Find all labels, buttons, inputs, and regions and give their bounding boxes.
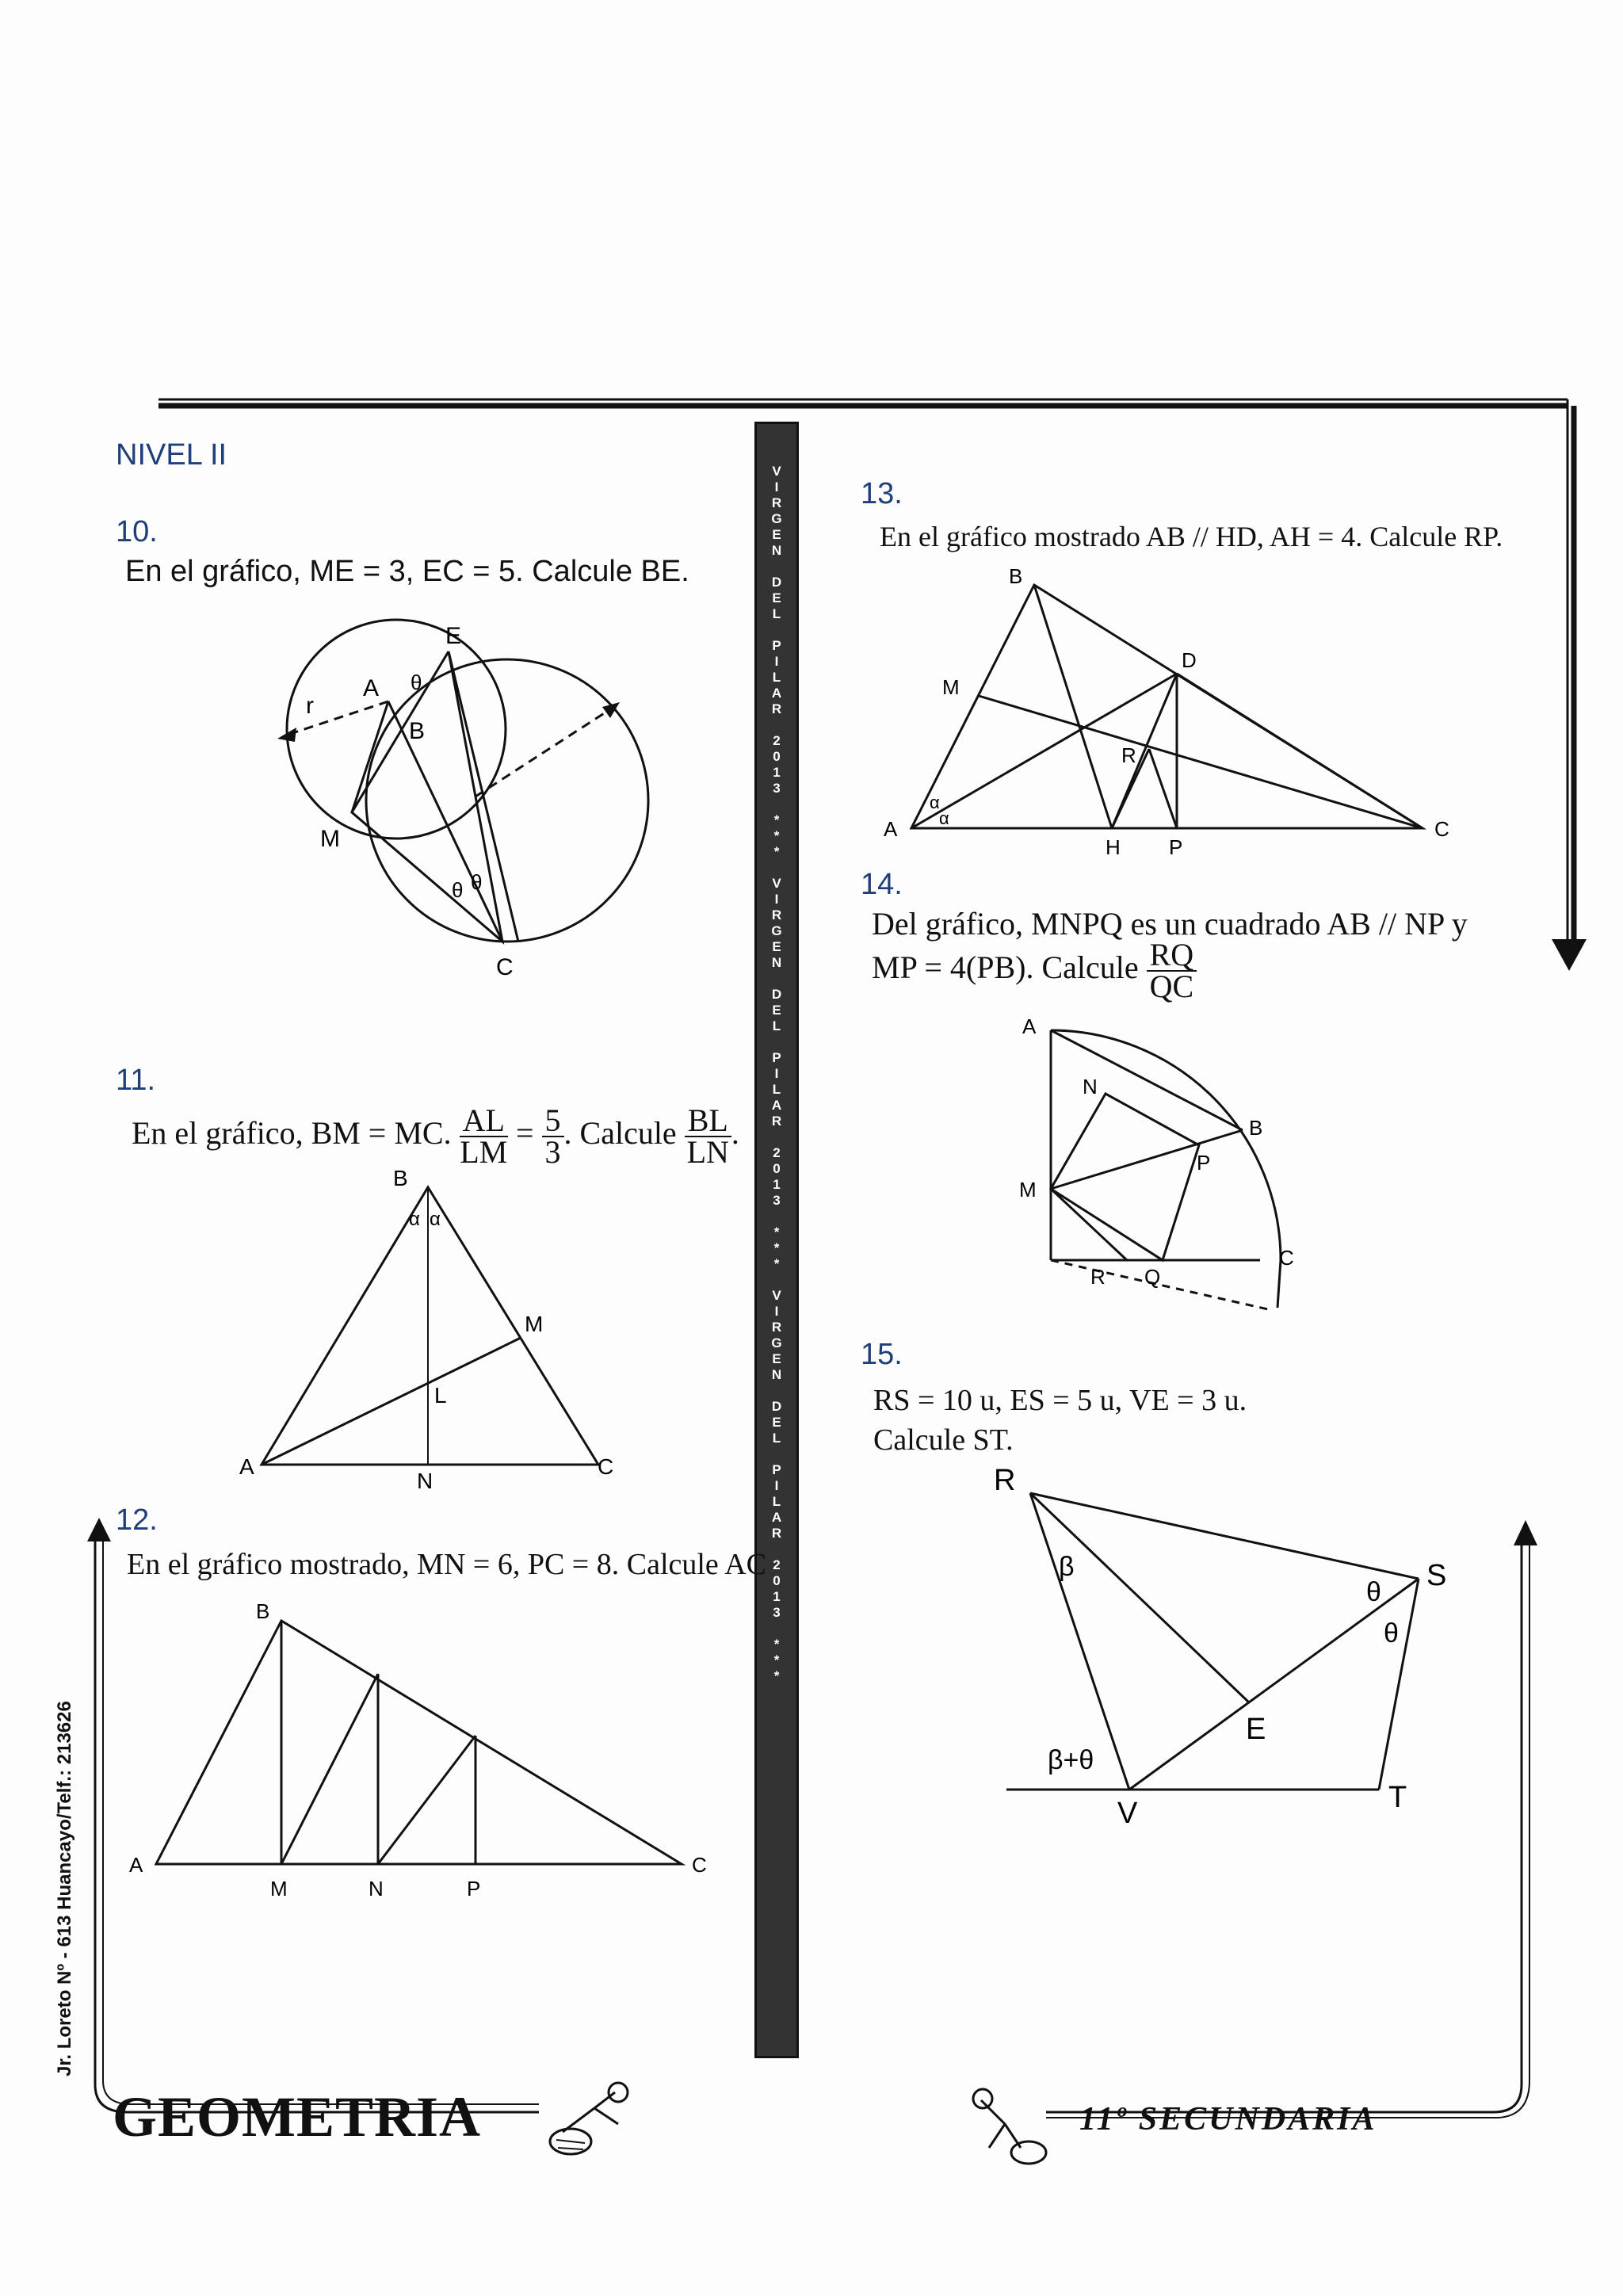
strip-char: E: [772, 527, 781, 542]
section-title: NIVEL II: [116, 438, 227, 472]
strip-char: I: [774, 479, 779, 495]
problem-12-number: 12.: [116, 1503, 158, 1537]
strip-char: L: [772, 1494, 781, 1509]
problem-14-text-line2: MP = 4(PB). Calcule $\frac{RQ}{QC}$: [872, 940, 1197, 1002]
strip-char: E: [772, 1351, 781, 1366]
strip-char: 1: [773, 765, 781, 780]
strip-char: 1: [773, 1589, 781, 1604]
strip-text: [757, 424, 796, 1684]
strip-char: 3: [773, 1605, 781, 1620]
p14-frac: $\frac{RQ}{QC}$: [1147, 940, 1197, 1002]
strip-char: I: [774, 654, 779, 669]
strip-char: R: [771, 907, 782, 923]
p11-label-alpha2: α: [430, 1209, 441, 1230]
strip-char: A: [771, 1098, 782, 1113]
p11-label-A: A: [239, 1454, 254, 1479]
strip-char: A: [771, 1510, 782, 1525]
strip-char: I: [774, 1478, 779, 1493]
strip-char: *: [773, 1668, 780, 1683]
problem-10-number: 10.: [116, 515, 158, 548]
strip-char: [757, 1209, 796, 1224]
p13-label-H: H: [1106, 835, 1121, 859]
strip-char: [757, 1272, 796, 1288]
p10-label-E: E: [445, 623, 462, 649]
strip-char: E: [772, 1415, 781, 1430]
strip-char: *: [773, 1240, 780, 1255]
p14-label-Q: Q: [1144, 1265, 1161, 1289]
strip-char: I: [774, 892, 779, 907]
strip-char: *: [773, 828, 780, 843]
strip-char: N: [771, 955, 782, 970]
p14-label-B: B: [1249, 1116, 1263, 1140]
strip-char: D: [771, 1399, 782, 1414]
strip-char: *: [773, 844, 780, 859]
strip-char: V: [772, 1288, 781, 1303]
strip-char: P: [772, 1050, 781, 1065]
strip-char: 0: [773, 1573, 781, 1588]
p10-label-r: r: [306, 693, 314, 719]
center-strip: [754, 422, 799, 2058]
strip-char: V: [772, 876, 781, 891]
problem-11-text: En el gráfico, BM = MC. $\frac{AL}{LM}$ = $\frac{5}{3}$ . Calcule $\frac{BL}{LN}$ .: [132, 1102, 739, 1170]
strip-char: *: [773, 1652, 780, 1668]
strip-char: V: [772, 464, 781, 479]
strip-char: 1: [773, 1177, 781, 1192]
p10-label-theta2: θ: [452, 878, 464, 902]
strip-char: [757, 622, 796, 638]
problem-13-figure: [876, 563, 1478, 864]
problem-13-text: En el gráfico mostrado AB // HD, AH = 4. Calcule RP.: [880, 521, 1503, 552]
strip-char: *: [773, 1637, 780, 1652]
strip-char: [757, 1446, 796, 1462]
p10-label-theta1: θ: [411, 670, 422, 694]
problem-15-number: 15.: [861, 1338, 903, 1371]
problem-14-number: 14.: [861, 868, 903, 901]
strip-char: 2: [773, 733, 781, 748]
mascot-left-icon: [539, 2076, 650, 2164]
problem-13-number: 13.: [861, 477, 903, 510]
strip-char: [757, 1383, 796, 1399]
p15-label-beta: β: [1059, 1552, 1075, 1582]
problem-10-figure: [254, 610, 697, 991]
p14-label-P: P: [1197, 1151, 1211, 1175]
problem-15-figure: [991, 1458, 1490, 1823]
strip-char: [757, 860, 796, 876]
p11-frac1: $\frac{AL}{LM}$: [460, 1102, 508, 1170]
strip-char: *: [773, 1256, 780, 1271]
strip-char: L: [772, 606, 781, 621]
strip-char: L: [772, 1082, 781, 1097]
p15-label-beta-theta: β+θ: [1048, 1745, 1094, 1775]
p10-label-B: B: [409, 718, 426, 744]
problem-11-figure: [230, 1165, 658, 1498]
p11-text-a: En el gráfico, BM = MC.: [132, 1115, 452, 1152]
p14-label-M: M: [1019, 1178, 1037, 1201]
p14-label-N: N: [1083, 1075, 1098, 1098]
strip-char: A: [771, 686, 782, 701]
problem-14-text-line1: Del gráfico, MNPQ es un cuadrado AB // NP y: [872, 906, 1468, 942]
p15-label-R: R: [994, 1464, 1016, 1497]
p15-label-S: S: [1426, 1559, 1447, 1592]
problem-15-text-line2: Calcule ST.: [873, 1423, 1014, 1457]
strip-char: G: [771, 1335, 782, 1350]
strip-char: [757, 971, 796, 987]
strip-char: E: [772, 939, 781, 954]
p15-label-E: E: [1246, 1713, 1266, 1746]
strip-char: [757, 1621, 796, 1637]
strip-char: [757, 717, 796, 733]
strip-char: G: [771, 511, 782, 526]
problem-15-text-line1: RS = 10 u, ES = 5 u, VE = 3 u.: [873, 1384, 1247, 1417]
p10-label-A: A: [363, 675, 380, 701]
strip-char: P: [772, 638, 781, 653]
p11-label-L: L: [434, 1383, 447, 1408]
p12-label-A: A: [129, 1853, 143, 1877]
p13-label-R: R: [1121, 743, 1136, 767]
strip-char: [757, 1034, 796, 1050]
strip-char: 0: [773, 749, 781, 764]
p14-label-A: A: [1022, 1014, 1037, 1038]
strip-char: L: [772, 1018, 781, 1033]
strip-char: [757, 559, 796, 575]
problem-10-text: En el gráfico, ME = 3, EC = 5. Calcule BE.: [125, 555, 689, 588]
p12-label-N: N: [369, 1877, 384, 1901]
p11-label-alpha1: α: [409, 1209, 420, 1230]
footer-logo: GEOMETRIA: [113, 2085, 482, 2149]
strip-char: L: [772, 670, 781, 685]
strip-char: 2: [773, 1145, 781, 1160]
strip-char: 3: [773, 781, 781, 796]
p11-label-B: B: [393, 1166, 408, 1190]
strip-char: I: [774, 1066, 779, 1081]
p12-label-P: P: [467, 1877, 481, 1901]
p15-label-theta2: θ: [1384, 1618, 1399, 1648]
strip-char: R: [771, 701, 782, 716]
strip-char: E: [772, 590, 781, 606]
p13-label-A: A: [884, 817, 898, 841]
p12-label-M: M: [270, 1877, 288, 1901]
p13-label-B: B: [1009, 564, 1023, 588]
strip-char: D: [771, 987, 782, 1002]
strip-char: N: [771, 543, 782, 558]
problem-12-text: En el gráfico mostrado, MN = 6, PC = 8. Calcule AC: [127, 1548, 766, 1581]
side-address: Jr. Loreto Nº - 613 Huancayo/Telf.: 213626: [54, 1701, 75, 2076]
problem-14-figure: [1006, 1014, 1339, 1331]
strip-char: 3: [773, 1193, 781, 1208]
strip-char: I: [774, 1304, 779, 1319]
strip-char: R: [771, 495, 782, 510]
p10-label-M: M: [320, 826, 340, 852]
strip-char: [757, 797, 796, 812]
strip-char: *: [773, 1224, 780, 1240]
p12-label-B: B: [256, 1599, 270, 1623]
problem-12-figure: [123, 1593, 733, 1910]
p14-label-R: R: [1090, 1265, 1106, 1289]
p13-label-M: M: [942, 675, 960, 699]
strip-char: 2: [773, 1557, 781, 1572]
p15-label-theta1: θ: [1366, 1577, 1381, 1607]
problem-11-number: 11.: [116, 1064, 156, 1097]
strip-char: G: [771, 923, 782, 938]
p11-label-C: C: [598, 1454, 614, 1479]
strip-char: E: [772, 1003, 781, 1018]
p15-label-T: T: [1388, 1781, 1407, 1814]
strip-char: L: [772, 1431, 781, 1446]
p10-label-C: C: [496, 954, 514, 980]
strip-char: P: [772, 1462, 781, 1477]
strip-char: R: [771, 1114, 782, 1129]
p10-label-theta3: θ: [471, 870, 483, 894]
p11-label-M: M: [525, 1312, 544, 1336]
p13-label-alpha1: α: [930, 793, 940, 812]
mascot-right-icon: [965, 2084, 1060, 2172]
strip-char: D: [771, 575, 782, 590]
footer-grade: 11º SECUNDARIA: [1079, 2101, 1377, 2137]
strip-char: *: [773, 812, 780, 827]
p13-label-alpha2: α: [939, 808, 949, 828]
p11-frac3: $\frac{BL}{LN}$: [685, 1106, 731, 1167]
strip-char: R: [771, 1320, 782, 1335]
strip-char: R: [771, 1526, 782, 1541]
strip-char: N: [771, 1367, 782, 1382]
p13-label-P: P: [1169, 835, 1183, 859]
p14-label-C: C: [1279, 1246, 1294, 1270]
p13-label-C: C: [1434, 817, 1449, 841]
p15-label-V: V: [1117, 1797, 1138, 1823]
strip-char: 0: [773, 1161, 781, 1176]
strip-char: [757, 1129, 796, 1145]
p11-frac2: $\frac{5}{3}$: [542, 1106, 564, 1167]
p13-label-D: D: [1182, 648, 1197, 672]
p12-label-C: C: [692, 1853, 707, 1877]
p11-label-N: N: [417, 1469, 433, 1493]
